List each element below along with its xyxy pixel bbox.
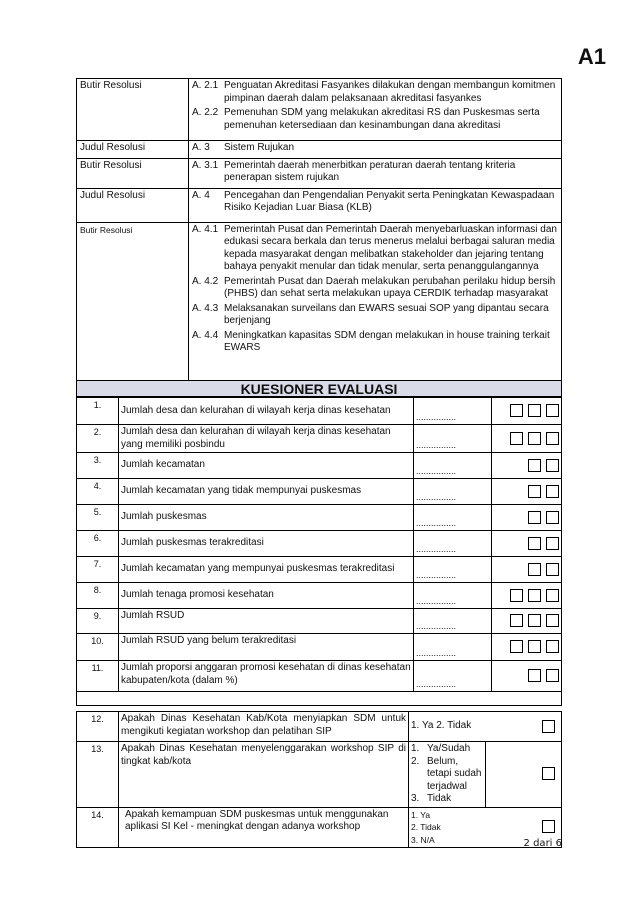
question-text: Jumlah puskesmas terakreditasi [119, 531, 414, 557]
question-number: 10. [77, 634, 119, 661]
digit-box[interactable] [528, 404, 541, 417]
question-number: 9. [77, 609, 119, 634]
digit-box[interactable] [510, 640, 523, 653]
row-label: Butir Resolusi [77, 222, 189, 382]
question-row [77, 583, 562, 609]
answer-box[interactable] [542, 720, 555, 733]
answer-blank: ................ [414, 505, 492, 531]
question-text: Jumlah kecamatan yang mempunyai puskesmas terakreditasi [119, 557, 414, 583]
page-number: 2 dari 6 [523, 838, 562, 849]
question-number: 4. [77, 479, 119, 505]
question-row [77, 557, 562, 583]
digit-box[interactable] [546, 589, 559, 602]
resolution-item: A. 4 Pencegahan dan Pengendalian Penyakit serta Peningkatan Kewaspadaan Risiko Kejadian Luar Biasa (KLB) [192, 189, 555, 213]
digit-box[interactable] [528, 614, 541, 627]
question-row [77, 398, 562, 425]
question-row [77, 807, 562, 848]
question-text: Jumlah proporsi anggaran promosi kesehatan di dinas kesehatan kabupaten/kota (dalam %) [119, 661, 414, 692]
question-text: Apakah kemampuan SDM puskesmas untuk menggunakan aplikasi SI Kel - meningkat dengan adanya workshop [119, 807, 409, 848]
question-row [77, 661, 562, 692]
row-label: Butir Resolusi [77, 79, 189, 141]
resolution-item: A. 2.1 Penguatan Akreditasi Fasyankes dilakukan dengan membangun komitmen pimpinan daerah dalam pelaksanaan akreditasi fasyankes [192, 80, 556, 104]
digit-box[interactable] [546, 432, 559, 445]
question-text: Apakah Dinas Kesehatan menyelenggarakan workshop SIP di tingkat kab/kota [119, 742, 409, 808]
digit-box[interactable] [510, 432, 523, 445]
question-number: 3. [77, 453, 119, 479]
question-number: 6. [77, 531, 119, 557]
question-text: Apakah Dinas Kesehatan Kab/Kota menyiapkan SDM untuk mengikuti kegiatan workshop dan pelatihan SIP [119, 712, 409, 742]
question-row [77, 505, 562, 531]
answer-blank: ................ [414, 583, 492, 609]
digit-box[interactable] [510, 404, 523, 417]
choice-questions-table [76, 711, 562, 848]
questionnaire-table [76, 397, 562, 706]
question-number: 11. [77, 661, 119, 692]
answer-option: 1. Ya/Sudah [411, 743, 471, 754]
question-text: Jumlah RSUD yang belum terakreditasi [119, 634, 414, 661]
row-label: Judul Resolusi [77, 141, 189, 159]
question-row [77, 425, 562, 453]
question-text: Jumlah desa dan kelurahan di wilayah kerja dinas kesehatan [119, 398, 414, 425]
digit-box[interactable] [546, 404, 559, 417]
digit-box[interactable] [528, 669, 541, 682]
answer-blank: ................ [414, 453, 492, 479]
question-text: Jumlah puskesmas [119, 505, 414, 531]
question-row [77, 531, 562, 557]
answer-option: 1. Ya [411, 809, 431, 820]
question-number: 2. [77, 425, 119, 453]
question-row [77, 479, 562, 505]
answer-box[interactable] [542, 820, 555, 833]
digit-box[interactable] [528, 511, 541, 524]
question-number: 7. [77, 557, 119, 583]
digit-box[interactable] [546, 563, 559, 576]
answer-box[interactable] [542, 767, 555, 780]
digit-box[interactable] [528, 485, 541, 498]
answer-blank: ................ [414, 557, 492, 583]
resolution-item: A. 4.2 Pemerintah Pusat dan Daerah melakukan perubahan perilaku hidup bersih (PHBS) dan sehat serta melakukan upaya CERDIK terhadap masyarakat [192, 275, 556, 299]
question-text: Jumlah tenaga promosi kesehatan [119, 583, 414, 609]
answer-option: 2. Tidak [411, 822, 441, 832]
digit-box[interactable] [528, 537, 541, 550]
digit-box[interactable] [546, 485, 559, 498]
resolution-table [76, 78, 562, 383]
question-number: 13. [77, 742, 119, 808]
question-row [77, 712, 562, 742]
digit-box[interactable] [546, 537, 559, 550]
digit-box[interactable] [510, 614, 523, 627]
answer-blank: ................ [414, 425, 492, 453]
resolution-item: A. 3.1 Pemerintah daerah menerbitkan peraturan daerah tentang kriteria penerapan sistem rujukan [192, 159, 516, 183]
row-label: Butir Resolusi [77, 158, 189, 188]
digit-box[interactable] [510, 589, 523, 602]
answer-option: 2. Belum, tetapi sudah terjadwal [411, 755, 482, 792]
question-text: Jumlah RSUD [119, 609, 414, 634]
question-text: Jumlah kecamatan [119, 453, 414, 479]
resolution-item: A. 3 Sistem Rujukan [192, 142, 295, 153]
answer-blank: ................ [414, 398, 492, 425]
form-code: A1 [577, 44, 606, 69]
answer-blank: ................ [414, 634, 492, 661]
digit-box[interactable] [546, 669, 559, 682]
answer-blank: ................ [414, 609, 492, 634]
digit-box[interactable] [546, 511, 559, 524]
section-title: KUESIONER EVALUASI [76, 380, 562, 397]
answer-option: 3. N/A [411, 834, 435, 845]
row-label: Judul Resolusi [77, 188, 189, 222]
question-text: Jumlah kecamatan yang tidak mempunyai puskesmas [119, 479, 414, 505]
resolution-item: A. 4.4 Meningkatkan kapasitas SDM dengan melakukan in house training terkait EWARS [192, 329, 550, 353]
question-number: 1. [77, 398, 119, 425]
answer-option: 3. Tidak [411, 793, 452, 804]
digit-box[interactable] [528, 640, 541, 653]
spacer-row [77, 692, 562, 706]
answer-blank: ................ [414, 531, 492, 557]
resolution-item: A. 2.2 Pemenuhan SDM yang melakukan akreditasi RS dan Puskesmas serta pemenuhan ketersediaan dan kesinambungan dana akreditasi [192, 107, 540, 131]
digit-box[interactable] [546, 459, 559, 472]
answer-blank: ................ [414, 661, 492, 692]
question-number: 5. [77, 505, 119, 531]
question-text: Jumlah desa dan kelurahan di wilayah kerja dinas kesehatan yang memiliki posbindu [119, 425, 414, 453]
digit-box[interactable] [528, 563, 541, 576]
resolution-item: A. 4.1 Pemerintah Pusat dan Pemerintah Daerah menyebarluaskan informasi dan edukasi secara berkala dan terus menerus melalui berbagai saluran media kepada masyarakat dengan melibatkan stakeholder dan jejaring tentang bahaya penyakit menular dan tidak menular, serta penanggulangannya [192, 223, 557, 272]
question-row [77, 609, 562, 634]
answer-blank: ................ [414, 479, 492, 505]
question-number: 14. [77, 807, 119, 848]
question-number: 12. [77, 712, 119, 742]
digit-box[interactable] [546, 640, 559, 653]
answer-options: 1. Ya 2. Tidak [411, 720, 472, 731]
question-number: 8. [77, 583, 119, 609]
resolution-item: A. 4.3 Melaksanakan surveilans dan EWARS sesuai SOP yang dipantau secara berjenjang [192, 302, 549, 326]
question-row [77, 742, 562, 808]
digit-box[interactable] [528, 459, 541, 472]
digit-box[interactable] [546, 614, 559, 627]
question-row [77, 453, 562, 479]
digit-box[interactable] [528, 589, 541, 602]
question-row [77, 634, 562, 661]
digit-box[interactable] [528, 432, 541, 445]
